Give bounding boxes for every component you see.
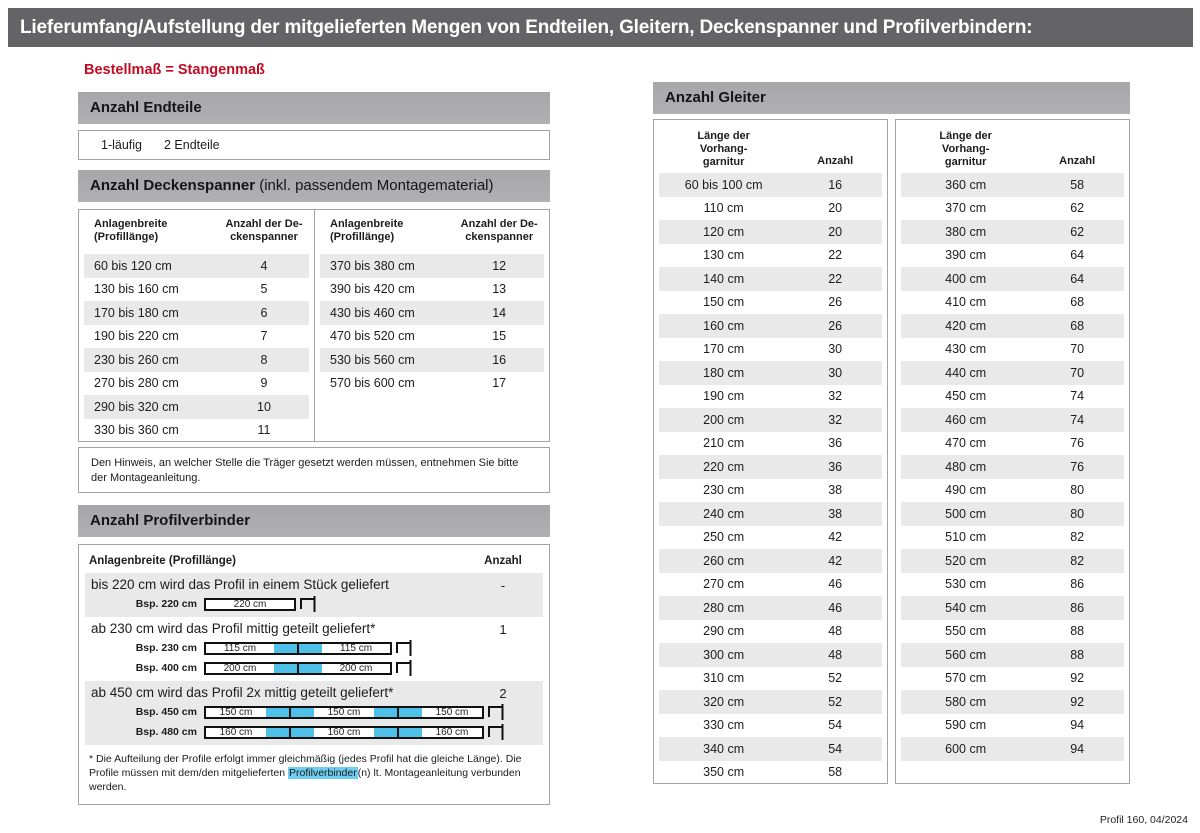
profilverbinder-rows bbox=[79, 573, 549, 745]
table-row bbox=[901, 526, 1124, 550]
cell-count: 30 bbox=[828, 365, 843, 380]
cell-length: 540 cm bbox=[945, 600, 987, 615]
cell-length: 410 cm bbox=[945, 295, 987, 310]
cell-count: 52 bbox=[828, 671, 843, 686]
table-row bbox=[901, 479, 1124, 503]
cell-length: 330 cm bbox=[703, 718, 745, 733]
cell-length: 240 cm bbox=[703, 506, 745, 521]
table-row bbox=[901, 502, 1124, 526]
cell-length: 140 cm bbox=[703, 271, 745, 286]
cell-count: 94 bbox=[1070, 718, 1085, 733]
cell-count: 46 bbox=[828, 577, 843, 592]
section-header-gleiter bbox=[653, 82, 1130, 114]
profile-segment: 115 cm bbox=[339, 642, 373, 654]
cell-count: 52 bbox=[828, 694, 843, 709]
cell-length: 280 cm bbox=[703, 600, 745, 615]
table-row bbox=[901, 267, 1124, 291]
table-row bbox=[320, 301, 544, 325]
column-header-anzahl-deckenspanner: Anzahl der De- ckenspanner bbox=[460, 218, 538, 243]
cell-length: 350 cm bbox=[703, 765, 745, 780]
cell-length: 360 cm bbox=[945, 177, 987, 192]
cell-count: 15 bbox=[492, 329, 507, 344]
table-row bbox=[659, 455, 882, 479]
table-row bbox=[659, 361, 882, 385]
table-row bbox=[659, 643, 882, 667]
cell-count: 14 bbox=[492, 305, 507, 320]
section-header-deckenspanner-suffix: (inkl. passendem Montagematerial) bbox=[255, 177, 494, 194]
table-row bbox=[320, 325, 544, 349]
end-piece-icon bbox=[487, 703, 507, 721]
section-header-profilverbinder bbox=[78, 505, 550, 537]
column-header-anzahl: Anzahl bbox=[817, 155, 854, 167]
cell-count: 38 bbox=[828, 483, 843, 498]
cell-count: 32 bbox=[828, 412, 843, 427]
cell-length: 380 cm bbox=[945, 224, 987, 239]
gleiter-rows-left bbox=[654, 173, 887, 784]
table-row bbox=[901, 643, 1124, 667]
table-row bbox=[659, 620, 882, 644]
cell-count: 22 bbox=[828, 271, 843, 286]
page-title-bar bbox=[8, 8, 1193, 47]
cell-count: 76 bbox=[1070, 459, 1085, 474]
profilverbinder-table-header bbox=[79, 549, 549, 573]
profile-connector bbox=[266, 708, 314, 717]
profile-bar bbox=[204, 706, 484, 719]
cell-count: 88 bbox=[1070, 624, 1085, 639]
profile-connector bbox=[374, 708, 422, 717]
table-row bbox=[320, 254, 544, 278]
table-row bbox=[320, 372, 544, 396]
cell-length: 600 cm bbox=[945, 741, 987, 756]
deckenspanner-table bbox=[78, 209, 550, 442]
table-row bbox=[901, 573, 1124, 597]
cell-length: 530 bis 560 cm bbox=[330, 352, 415, 367]
cell-count: 38 bbox=[828, 506, 843, 521]
cell-length: 370 cm bbox=[945, 201, 987, 216]
cell-length: 220 cm bbox=[703, 459, 745, 474]
cell-length: 130 cm bbox=[703, 248, 745, 263]
table-row bbox=[659, 197, 882, 221]
cell-length: 200 cm bbox=[703, 412, 745, 427]
cell-count: 82 bbox=[1070, 530, 1085, 545]
cell-length: 550 cm bbox=[945, 624, 987, 639]
table-row bbox=[659, 690, 882, 714]
table-row bbox=[659, 267, 882, 291]
left-column bbox=[78, 92, 550, 805]
example-label: Bsp. 480 cm bbox=[135, 726, 197, 738]
table-row bbox=[901, 455, 1124, 479]
column-header-anzahl: Anzahl bbox=[1059, 155, 1096, 167]
cell-count: 54 bbox=[828, 718, 843, 733]
gleiter-tables bbox=[653, 119, 1130, 784]
table-row bbox=[901, 432, 1124, 456]
cell-count: 4 bbox=[260, 258, 268, 273]
cell-count: 16 bbox=[828, 177, 843, 192]
deckenspanner-table-left-header bbox=[84, 218, 309, 254]
cell-length: 110 cm bbox=[703, 201, 744, 216]
cell-length: 230 bis 260 cm bbox=[94, 352, 179, 367]
table-row bbox=[659, 432, 882, 456]
gleiter-table-left bbox=[653, 119, 888, 784]
table-row bbox=[659, 737, 882, 761]
cell-length: 230 cm bbox=[703, 483, 745, 498]
gleiter-table-left-header bbox=[659, 130, 882, 169]
cell-length: 450 cm bbox=[945, 389, 987, 404]
deckenspanner-table-right bbox=[314, 210, 549, 441]
cell-count: 64 bbox=[1070, 271, 1085, 286]
example-label: Bsp. 450 cm bbox=[135, 706, 197, 718]
profile-segment: 150 cm bbox=[327, 706, 361, 718]
endteile-count: 2 Endteile bbox=[164, 138, 220, 152]
profile-bar bbox=[204, 642, 392, 655]
end-piece-icon bbox=[487, 723, 507, 741]
end-piece-icon bbox=[395, 639, 415, 657]
column-header-laenge: Länge der Vorhang- garnitur bbox=[697, 130, 750, 168]
cell-length: 310 cm bbox=[703, 671, 745, 686]
cell-length: 420 cm bbox=[945, 318, 987, 333]
profile-connector bbox=[266, 728, 314, 737]
cell-count: 94 bbox=[1070, 741, 1085, 756]
cell-length: 160 cm bbox=[703, 318, 745, 333]
cell-count: 58 bbox=[1070, 177, 1085, 192]
table-row bbox=[84, 301, 309, 325]
cell-length: 370 bis 380 cm bbox=[330, 258, 415, 273]
section-header-profilverbinder-label: Anzahl Profilverbinder bbox=[90, 512, 251, 529]
cell-length: 270 bis 280 cm bbox=[94, 376, 179, 391]
table-row bbox=[901, 667, 1124, 691]
cell-length: 130 bis 160 cm bbox=[94, 282, 179, 297]
cell-length: 570 bis 600 cm bbox=[330, 376, 415, 391]
table-row bbox=[320, 278, 544, 302]
cell-count: 86 bbox=[1070, 577, 1085, 592]
profilverbinder-description: ab 450 cm wird das Profil 2x mittig geteilt geliefert* 2 bbox=[85, 683, 543, 702]
endteile-type: 1-läufig bbox=[101, 138, 142, 152]
table-row bbox=[901, 385, 1124, 409]
profile-segment: 200 cm bbox=[339, 662, 373, 674]
table-row bbox=[84, 325, 309, 349]
cell-count: 54 bbox=[828, 741, 843, 756]
profilverbinder-footnote: * Die Aufteilung der Profile erfolgt immer gleichmäßig (jedes Profil hat die gleiche Länge). Die Profile müssen mit dem/den mitgelieferten Profilverbinder(n) lt. Montageanleitung verbunden werden. bbox=[89, 753, 522, 793]
section-header-deckenspanner-label: Anzahl Deckenspanner bbox=[90, 177, 256, 194]
deckenspanner-table-left bbox=[79, 210, 314, 441]
cell-count: 80 bbox=[1070, 483, 1085, 498]
profile-example bbox=[85, 594, 543, 614]
gleiter-table-right-header bbox=[901, 130, 1124, 169]
profilverbinder-row bbox=[85, 681, 543, 745]
table-row bbox=[659, 667, 882, 691]
table-row bbox=[901, 714, 1124, 738]
table-row bbox=[901, 690, 1124, 714]
cell-count: 30 bbox=[828, 342, 843, 357]
cell-count: 48 bbox=[828, 647, 843, 662]
cell-count: 12 bbox=[492, 258, 507, 273]
cell-length: 190 cm bbox=[703, 389, 745, 404]
table-row bbox=[659, 408, 882, 432]
profile-example bbox=[85, 722, 543, 742]
table-row bbox=[659, 338, 882, 362]
cell-length: 560 cm bbox=[945, 647, 987, 662]
cell-count: 5 bbox=[260, 282, 268, 297]
column-header-anzahl: Anzahl bbox=[484, 555, 522, 567]
table-row bbox=[901, 197, 1124, 221]
cell-count: 58 bbox=[828, 765, 843, 780]
table-row bbox=[84, 395, 309, 419]
table-row bbox=[659, 526, 882, 550]
cell-length: 60 bis 100 cm bbox=[684, 177, 763, 192]
cell-count: 62 bbox=[1070, 201, 1085, 216]
cell-count: 68 bbox=[1070, 318, 1085, 333]
profilverbinder-description: bis 220 cm wird das Profil in einem Stück geliefert - bbox=[85, 575, 543, 594]
cell-length: 60 bis 120 cm bbox=[94, 258, 172, 273]
table-row bbox=[659, 549, 882, 573]
cell-count: 64 bbox=[1070, 248, 1085, 263]
profile-segment: 160 cm bbox=[435, 726, 469, 738]
end-piece-icon bbox=[299, 595, 319, 613]
end-piece-icon bbox=[395, 659, 415, 677]
table-row bbox=[901, 314, 1124, 338]
cell-count: 16 bbox=[492, 352, 507, 367]
cell-count: 20 bbox=[828, 224, 843, 239]
column-header-anlagenbreite: Anlagenbreite (Profillänge) bbox=[330, 218, 404, 243]
table-row bbox=[84, 348, 309, 372]
table-row bbox=[84, 419, 309, 443]
cell-count: 70 bbox=[1070, 365, 1085, 380]
cell-length: 490 cm bbox=[945, 483, 987, 498]
table-row bbox=[901, 220, 1124, 244]
table-row bbox=[901, 338, 1124, 362]
table-row bbox=[901, 408, 1124, 432]
cell-count: 32 bbox=[828, 389, 843, 404]
profile-connector bbox=[274, 664, 322, 673]
profilverbinder-count: 1 bbox=[499, 622, 507, 637]
cell-count: 70 bbox=[1070, 342, 1085, 357]
table-row bbox=[659, 291, 882, 315]
cell-count: 62 bbox=[1070, 224, 1085, 239]
cell-length: 330 bis 360 cm bbox=[94, 423, 179, 438]
profile-example bbox=[85, 702, 543, 722]
profile-connector bbox=[374, 728, 422, 737]
cell-length: 470 bis 520 cm bbox=[330, 329, 415, 344]
cell-count: 22 bbox=[828, 248, 843, 263]
profile-segment: 115 cm bbox=[223, 642, 257, 654]
profile-connector bbox=[274, 644, 322, 653]
table-row bbox=[659, 385, 882, 409]
cell-length: 120 cm bbox=[703, 224, 745, 239]
profilverbinder-description: ab 230 cm wird das Profil mittig geteilt geliefert* 1 bbox=[85, 619, 543, 638]
mounting-note: Den Hinweis, an welcher Stelle die Träger gesetzt werden müssen, entnehmen Sie bitte der Montageanleitung. bbox=[78, 447, 550, 493]
column-header-laenge: Länge der Vorhang- garnitur bbox=[939, 130, 992, 168]
order-measure-note: Bestellmaß = Stangenmaß bbox=[84, 62, 265, 78]
table-row bbox=[659, 220, 882, 244]
cell-count: 26 bbox=[828, 318, 843, 333]
cell-count: 80 bbox=[1070, 506, 1085, 521]
table-row bbox=[901, 620, 1124, 644]
profile-bar bbox=[204, 726, 484, 739]
table-row bbox=[84, 254, 309, 278]
deckenspanner-rows-left bbox=[79, 254, 314, 442]
cell-length: 320 cm bbox=[703, 694, 745, 709]
section-header-endteile bbox=[78, 92, 550, 124]
column-header-anlagenbreite: Anlagenbreite (Profillänge) bbox=[89, 555, 236, 567]
table-row bbox=[659, 573, 882, 597]
profile-segment: 160 cm bbox=[327, 726, 361, 738]
profile-example bbox=[85, 638, 543, 658]
cell-length: 530 cm bbox=[945, 577, 987, 592]
cell-length: 250 cm bbox=[703, 530, 745, 545]
cell-count: 10 bbox=[257, 399, 271, 414]
cell-count: 68 bbox=[1070, 295, 1085, 310]
cell-length: 390 bis 420 cm bbox=[330, 282, 415, 297]
cell-count: 74 bbox=[1070, 389, 1085, 404]
cell-length: 570 cm bbox=[945, 671, 987, 686]
profile-segment: 150 cm bbox=[435, 706, 469, 718]
profilverbinder-row bbox=[85, 617, 543, 681]
cell-count: 9 bbox=[260, 376, 268, 391]
gleiter-rows-right bbox=[896, 173, 1129, 761]
cell-length: 290 bis 320 cm bbox=[94, 399, 179, 414]
cell-count: 17 bbox=[492, 376, 507, 391]
table-row bbox=[901, 173, 1124, 197]
cell-count: 20 bbox=[828, 201, 843, 216]
right-column bbox=[653, 82, 1130, 784]
cell-count: 76 bbox=[1070, 436, 1085, 451]
deckenspanner-table-right-header bbox=[320, 218, 544, 254]
table-row bbox=[659, 479, 882, 503]
cell-count: 46 bbox=[828, 600, 843, 615]
cell-count: 82 bbox=[1070, 553, 1085, 568]
cell-length: 210 cm bbox=[703, 436, 745, 451]
table-row bbox=[901, 549, 1124, 573]
cell-length: 480 cm bbox=[945, 459, 987, 474]
cell-count: 74 bbox=[1070, 412, 1085, 427]
highlighted-term: Profilverbinder bbox=[289, 767, 357, 779]
profile-bar bbox=[204, 598, 296, 611]
profile-segment: 150 cm bbox=[219, 706, 253, 718]
table-row bbox=[84, 278, 309, 302]
cell-length: 150 cm bbox=[703, 295, 745, 310]
cell-length: 590 cm bbox=[945, 718, 987, 733]
profile-segment: 200 cm bbox=[223, 662, 257, 674]
cell-count: 48 bbox=[828, 624, 843, 639]
page-title: Lieferumfang/Aufstellung der mitgelieferten Mengen von Endteilen, Gleitern, Deckenspanner und Profilverbindern: bbox=[20, 17, 1033, 38]
table-row bbox=[320, 348, 544, 372]
cell-count: 8 bbox=[260, 352, 268, 367]
cell-count: 7 bbox=[260, 329, 268, 344]
cell-length: 400 cm bbox=[945, 271, 987, 286]
cell-length: 440 cm bbox=[945, 365, 987, 380]
section-header-gleiter-label: Anzahl Gleiter bbox=[665, 89, 766, 106]
table-row bbox=[84, 372, 309, 396]
cell-length: 300 cm bbox=[703, 647, 745, 662]
table-row bbox=[659, 314, 882, 338]
cell-length: 430 bis 460 cm bbox=[330, 305, 415, 320]
deckenspanner-rows-right bbox=[315, 254, 549, 395]
table-row bbox=[659, 502, 882, 526]
profilverbinder-row bbox=[85, 573, 543, 617]
section-header-endteile-label: Anzahl Endteile bbox=[90, 99, 202, 116]
profilverbinder-count: - bbox=[500, 578, 506, 593]
cell-length: 340 cm bbox=[703, 741, 745, 756]
cell-length: 580 cm bbox=[945, 694, 987, 709]
table-row bbox=[659, 244, 882, 268]
cell-length: 460 cm bbox=[945, 412, 987, 427]
cell-count: 42 bbox=[828, 530, 843, 545]
cell-length: 390 cm bbox=[945, 248, 987, 263]
cell-length: 180 cm bbox=[703, 365, 745, 380]
profilverbinder-table bbox=[78, 544, 550, 805]
cell-count: 36 bbox=[828, 459, 843, 474]
example-label: Bsp. 230 cm bbox=[135, 642, 197, 654]
cell-length: 190 bis 220 cm bbox=[94, 329, 179, 344]
cell-length: 470 cm bbox=[945, 436, 987, 451]
cell-length: 430 cm bbox=[945, 342, 987, 357]
table-row bbox=[659, 714, 882, 738]
section-header-deckenspanner bbox=[78, 170, 550, 202]
cell-count: 42 bbox=[828, 553, 843, 568]
cell-count: 13 bbox=[492, 282, 507, 297]
table-row bbox=[901, 244, 1124, 268]
document-footer: Profil 160, 04/2024 bbox=[1099, 814, 1188, 826]
cell-length: 170 bis 180 cm bbox=[94, 305, 179, 320]
cell-count: 6 bbox=[260, 305, 268, 320]
cell-length: 290 cm bbox=[703, 624, 745, 639]
table-row bbox=[901, 291, 1124, 315]
cell-count: 11 bbox=[257, 423, 271, 438]
cell-count: 92 bbox=[1070, 671, 1085, 686]
cell-count: 26 bbox=[828, 295, 843, 310]
profile-bar bbox=[204, 662, 392, 675]
gleiter-table-right bbox=[895, 119, 1130, 784]
table-row bbox=[901, 596, 1124, 620]
cell-count: 86 bbox=[1070, 600, 1085, 615]
profile-segment: 160 cm bbox=[219, 726, 253, 738]
cell-count: 88 bbox=[1070, 647, 1085, 662]
profile-segment: 220 cm bbox=[233, 598, 267, 610]
profile-example bbox=[85, 658, 543, 678]
table-row bbox=[659, 173, 882, 197]
table-row bbox=[659, 761, 882, 785]
table-row bbox=[659, 596, 882, 620]
example-label: Bsp. 220 cm bbox=[135, 598, 197, 610]
example-label: Bsp. 400 cm bbox=[135, 662, 197, 674]
table-row bbox=[901, 737, 1124, 761]
cell-count: 92 bbox=[1070, 694, 1085, 709]
cell-length: 260 cm bbox=[703, 553, 745, 568]
column-header-anzahl-deckenspanner: Anzahl der De- ckenspanner bbox=[225, 218, 303, 243]
cell-length: 170 cm bbox=[703, 342, 745, 357]
table-row bbox=[901, 361, 1124, 385]
column-header-anlagenbreite: Anlagenbreite (Profillänge) bbox=[94, 218, 168, 243]
profilverbinder-count: 2 bbox=[499, 686, 507, 701]
cell-count: 36 bbox=[828, 436, 843, 451]
cell-length: 520 cm bbox=[945, 553, 987, 568]
cell-length: 500 cm bbox=[945, 506, 987, 521]
endteile-table bbox=[78, 130, 550, 160]
cell-length: 270 cm bbox=[703, 577, 745, 592]
cell-length: 510 cm bbox=[945, 530, 987, 545]
